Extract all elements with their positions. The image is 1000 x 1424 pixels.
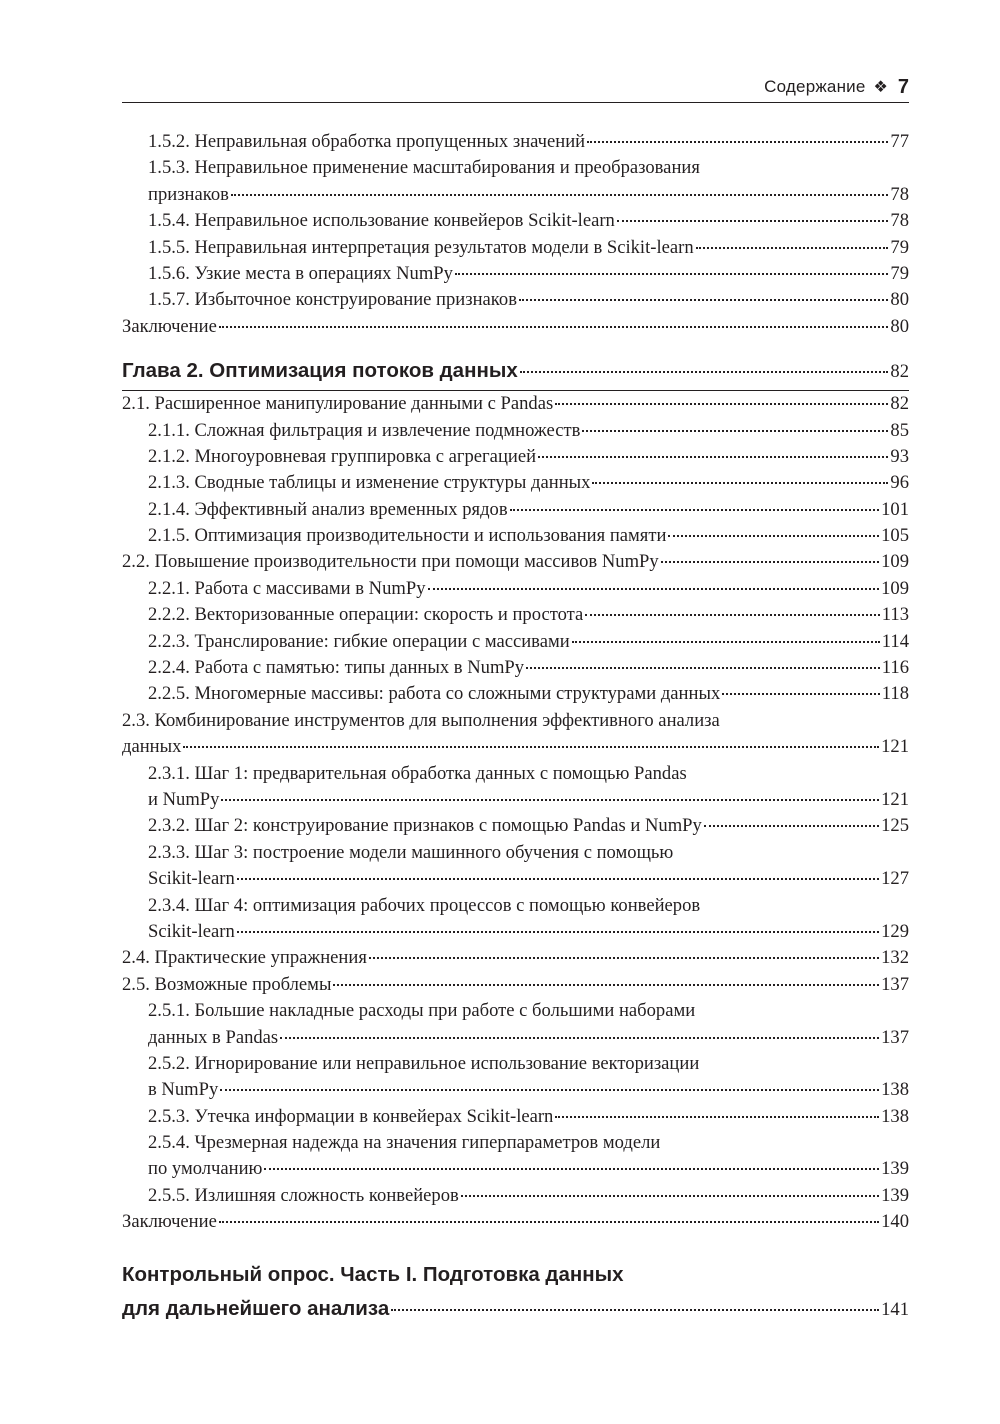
toc-entry-conclusion-2[interactable] xyxy=(122,1209,909,1235)
toc-entry-2-2-2[interactable] xyxy=(122,602,909,628)
toc-entry-title: 2.3.1. Шаг 1: предварительная обработка данных с помощью Pandas xyxy=(148,762,687,784)
toc-entry-title-cont: в NumPy xyxy=(148,1079,219,1101)
dot-leader xyxy=(391,1309,879,1311)
toc-entry-2-3[interactable] xyxy=(122,734,909,760)
dot-leader xyxy=(587,141,888,143)
toc-entry-1-5-4[interactable] xyxy=(122,208,909,234)
toc-entry-2-3-3-line1[interactable] xyxy=(122,840,909,866)
toc-entry-page: 78 xyxy=(890,183,909,205)
toc-entry-title: 2.1.3. Сводные таблицы и изменение структуры данных xyxy=(148,472,591,494)
dot-leader xyxy=(219,326,889,328)
toc-entry-1-5-7[interactable] xyxy=(122,287,909,313)
toc-entry-2-2-1[interactable] xyxy=(122,576,909,602)
toc-entry-title: 2.2.4. Работа с памятью: типы данных в NumPy xyxy=(148,657,525,679)
toc-entry-page: 80 xyxy=(890,289,909,311)
toc-entry-page: 125 xyxy=(881,815,909,837)
toc-entry-2-3-4-line1[interactable] xyxy=(122,893,909,919)
toc-entry-2-5-4[interactable] xyxy=(122,1156,909,1182)
quiz-page: 141 xyxy=(881,1298,909,1320)
toc-entry-title: 2.5. Возможные проблемы xyxy=(122,973,332,995)
toc-entry-title: 2.3. Комбинирование инструментов для выполнения эффективного анализа xyxy=(122,709,720,731)
toc-entry-1-5-6[interactable] xyxy=(122,261,909,287)
dot-leader xyxy=(280,1037,879,1039)
toc-entry-page: 79 xyxy=(890,262,909,284)
toc-entry-title: 2.3.2. Шаг 2: конструирование признаков с помощью Pandas и NumPy xyxy=(148,815,702,837)
toc-entry-page: 85 xyxy=(890,419,909,441)
toc-entry-page: 118 xyxy=(881,683,909,705)
toc-entry-page: 109 xyxy=(881,551,909,573)
toc-entry-page: 137 xyxy=(881,1026,909,1048)
dot-leader xyxy=(369,957,879,959)
toc-entry-page: 105 xyxy=(881,525,909,547)
toc-entry-2-1-4[interactable] xyxy=(122,497,909,523)
toc-entry-title: 2.2.1. Работа с массивами в NumPy xyxy=(148,577,426,599)
toc-entry-1-5-2[interactable] xyxy=(122,129,909,155)
toc-entry-title: 2.1.4. Эффективный анализ временных рядов xyxy=(148,498,508,520)
dot-leader xyxy=(661,561,879,563)
toc-entry-title: 2.2.2. Векторизованные операции: скорость и простота xyxy=(148,604,584,626)
toc-entry-page: 137 xyxy=(881,973,909,995)
toc-entry-title: 2.1.5. Оптимизация производительности и использования памяти xyxy=(148,525,667,547)
toc-entry-2-4[interactable] xyxy=(122,945,909,971)
dot-leader xyxy=(520,371,889,373)
toc-entry-page: 138 xyxy=(881,1079,909,1101)
toc-entry-title: 2.3.3. Шаг 3: построение модели машинного обучения с помощью xyxy=(148,841,674,863)
toc-entry-2-2-3[interactable] xyxy=(122,629,909,655)
toc-entry-title: 2.5.3. Утечка информации в конвейерах Scikit-learn xyxy=(148,1105,554,1127)
dot-leader xyxy=(461,1195,879,1197)
toc-quiz-line1[interactable] xyxy=(122,1258,909,1292)
running-header xyxy=(122,72,909,103)
toc-entry-title-cont: признаков xyxy=(148,183,229,205)
dot-leader xyxy=(538,456,888,458)
toc-entry-page: 139 xyxy=(881,1158,909,1180)
toc-entry-page: 121 xyxy=(881,736,909,758)
dot-leader xyxy=(696,247,889,249)
toc-entry-2-1-3[interactable] xyxy=(122,470,909,496)
toc-entry-page: 77 xyxy=(890,131,909,152)
header-page-number: 7 xyxy=(897,75,909,98)
toc-entry-title: 2.2.3. Транслирование: гибкие операции с массивами xyxy=(148,630,570,652)
toc-entry-title: 2.1. Расширенное манипулирование данными с Pandas xyxy=(122,393,554,415)
dot-leader xyxy=(585,614,880,616)
toc-entry-2-3-3[interactable] xyxy=(122,866,909,892)
toc-entry-2-3-line1[interactable] xyxy=(122,708,909,734)
toc-entry-2-5[interactable] xyxy=(122,972,909,998)
dot-leader xyxy=(592,482,888,484)
toc-entry-title: 2.2.5. Многомерные массивы: работа со сложными структурами данных xyxy=(148,683,721,705)
quiz-title: Контрольный опрос. Часть I. Подготовка данных xyxy=(122,1262,624,1286)
toc-entry-title: 1.5.2. Неправильная обработка пропущенных значений xyxy=(148,131,586,152)
toc-entry-page: 80 xyxy=(890,315,909,337)
toc-entry-2-1-2[interactable] xyxy=(122,444,909,470)
toc-entry-page: 101 xyxy=(881,498,909,520)
dot-leader xyxy=(264,1168,879,1170)
toc-entry-2-1-5[interactable] xyxy=(122,523,909,549)
header-section-name: Содержание xyxy=(764,77,866,96)
toc-entry-page: 121 xyxy=(881,788,909,810)
toc-entry-2-3-2[interactable] xyxy=(122,813,909,839)
diamond-separator-icon: ❖ xyxy=(873,79,888,96)
toc-quiz[interactable] xyxy=(122,1292,909,1326)
toc-entry-2-1[interactable] xyxy=(122,391,909,417)
dot-leader xyxy=(183,746,879,748)
toc-entry-2-5-1[interactable] xyxy=(122,1025,909,1051)
toc-entry-2-5-1-line1[interactable] xyxy=(122,998,909,1024)
toc-entry-page: 129 xyxy=(881,920,909,942)
toc-entry-title: 2.3.4. Шаг 4: оптимизация рабочих процессов с помощью конвейеров xyxy=(148,894,701,916)
toc-entry-title-cont: Scikit-learn xyxy=(148,868,235,890)
toc-entry-title: 1.5.6. Узкие места в операциях NumPy xyxy=(148,262,453,284)
toc-entry-2-5-4-line1[interactable] xyxy=(122,1130,909,1156)
toc-entry-2-3-1-line1[interactable] xyxy=(122,761,909,787)
dot-leader xyxy=(722,693,880,695)
toc-entry-page: 132 xyxy=(881,947,909,969)
dot-leader xyxy=(221,799,879,801)
toc-entry-2-2-4[interactable] xyxy=(122,655,909,681)
dot-leader xyxy=(333,984,879,986)
toc-entry-page: 82 xyxy=(890,393,909,415)
toc-entry-title-cont: данных xyxy=(122,736,182,758)
toc-entry-1-5-5[interactable] xyxy=(122,235,909,261)
toc-entry-page: 116 xyxy=(881,657,909,679)
toc-entry-title: 1.5.7. Избыточное конструирование признаков xyxy=(148,289,517,311)
toc-entry-title-cont: данных в Pandas xyxy=(148,1026,279,1048)
toc-entry-title-cont: и NumPy xyxy=(148,788,220,810)
dot-leader xyxy=(510,509,880,511)
dot-leader xyxy=(617,220,889,222)
toc-entry-title: 1.5.3. Неправильное применение масштабирования и преобразования xyxy=(148,157,700,179)
table-of-contents xyxy=(122,129,909,1326)
toc-entry-title: 2.1.2. Многоуровневая группировка с агрегацией xyxy=(148,445,537,467)
dot-leader xyxy=(572,641,880,643)
toc-entry-2-3-1[interactable] xyxy=(122,787,909,813)
chapter-title: Глава 2. Оптимизация потоков данных xyxy=(122,359,518,383)
toc-entry-title: 2.5.1. Большие накладные расходы при работе с большими наборами xyxy=(148,1000,696,1022)
dot-leader xyxy=(428,588,880,590)
toc-entry-2-5-2-line1[interactable] xyxy=(122,1051,909,1077)
dot-leader xyxy=(237,931,879,933)
dot-leader xyxy=(704,825,879,827)
chapter-page: 82 xyxy=(890,361,909,383)
toc-entry-1-5-3-line1[interactable] xyxy=(122,155,909,181)
toc-entry-page: 78 xyxy=(890,210,909,232)
toc-entry-page: 127 xyxy=(881,868,909,890)
toc-entry-page: 79 xyxy=(890,236,909,258)
toc-entry-title: 2.5.4. Чрезмерная надежда на значения гиперпараметров модели xyxy=(148,1132,661,1154)
toc-entry-page: 93 xyxy=(890,445,909,467)
dot-leader xyxy=(526,667,880,669)
dot-leader xyxy=(231,194,888,196)
toc-entry-1-5-3[interactable] xyxy=(122,182,909,208)
toc-entry-title: 2.5.2. Игнорирование или неправильное использование векторизации xyxy=(148,1052,700,1074)
dot-leader xyxy=(555,1116,879,1118)
toc-entry-2-5-3[interactable] xyxy=(122,1104,909,1130)
toc-entry-title: 1.5.5. Неправильная интерпретация результатов модели в Scikit-learn xyxy=(148,236,694,258)
toc-entry-title: 2.5.5. Излишняя сложность конвейеров xyxy=(148,1184,459,1206)
toc-entry-page: 140 xyxy=(881,1211,909,1233)
dot-leader xyxy=(455,273,888,275)
toc-entry-title: 2.2. Повышение производительности при помощи массивов NumPy xyxy=(122,551,659,573)
dot-leader xyxy=(555,403,888,405)
toc-entry-page: 96 xyxy=(890,472,909,494)
toc-entry-2-5-2[interactable] xyxy=(122,1077,909,1103)
dot-leader xyxy=(519,299,888,301)
toc-entry-2-1-1[interactable] xyxy=(122,418,909,444)
toc-entry-2-2[interactable] xyxy=(122,549,909,575)
toc-entry-2-3-4[interactable] xyxy=(122,919,909,945)
dot-leader xyxy=(582,430,888,432)
toc-entry-title-cont: по умолчанию xyxy=(148,1158,263,1180)
dot-leader xyxy=(219,1221,879,1223)
toc-entry-2-2-5[interactable] xyxy=(122,681,909,707)
toc-entry-title: 2.4. Практические упражнения xyxy=(122,947,367,969)
toc-entry-page: 113 xyxy=(881,604,909,626)
toc-entry-conclusion-1[interactable] xyxy=(122,314,909,340)
toc-entry-page: 139 xyxy=(881,1184,909,1206)
toc-chapter-2[interactable] xyxy=(122,356,909,386)
toc-entry-title: Заключение xyxy=(122,1211,217,1233)
quiz-title-cont: для дальнейшего анализа xyxy=(122,1296,390,1320)
toc-entry-title: 2.1.1. Сложная фильтрация и извлечение подмножеств xyxy=(148,419,581,441)
toc-entry-title-cont: Scikit-learn xyxy=(148,920,235,942)
toc-entry-2-5-5[interactable] xyxy=(122,1183,909,1209)
toc-entry-page: 138 xyxy=(881,1105,909,1127)
dot-leader xyxy=(668,535,879,537)
toc-entry-page: 114 xyxy=(881,630,909,652)
dot-leader xyxy=(237,878,879,880)
toc-entry-page: 109 xyxy=(881,577,909,599)
dot-leader xyxy=(220,1089,879,1091)
toc-entry-title: 1.5.4. Неправильное использование конвейеров Scikit-learn xyxy=(148,210,615,232)
toc-entry-title: Заключение xyxy=(122,315,217,337)
